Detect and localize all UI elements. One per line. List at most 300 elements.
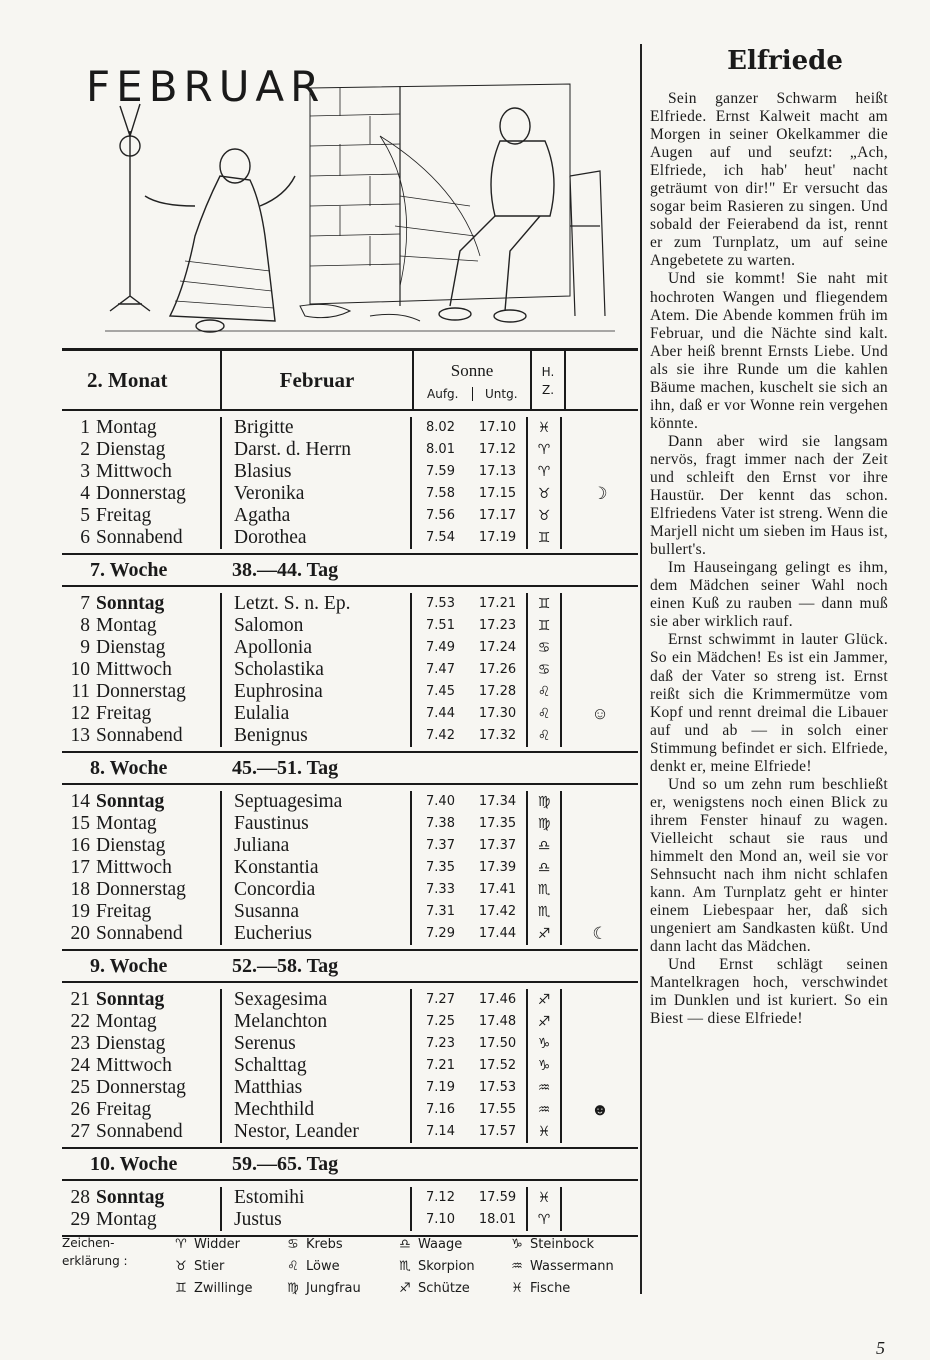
day-cell bbox=[62, 527, 220, 549]
name-day: Concordia bbox=[234, 879, 316, 900]
weekday: Dienstag bbox=[96, 439, 166, 460]
header-zodiac-z: Z. bbox=[541, 383, 555, 397]
sun-times bbox=[412, 857, 526, 879]
zodiac-icon: ♈ bbox=[537, 442, 551, 458]
weekday: Donnerstag bbox=[96, 681, 186, 702]
day-number: 25 bbox=[70, 1077, 90, 1098]
week-day-range: 59.—65. Tag bbox=[232, 1152, 339, 1175]
sunset-time: 17.55 bbox=[478, 1102, 517, 1117]
sunrise-time: 7.49 bbox=[426, 640, 455, 655]
sun-times bbox=[412, 923, 526, 945]
day-number: 17 bbox=[70, 857, 90, 878]
legend-item bbox=[168, 1259, 224, 1274]
weekday: Montag bbox=[96, 1209, 157, 1230]
sunrise-time: 7.44 bbox=[426, 706, 455, 721]
story-paragraph: Und sie kommt! Sie naht mit hochroten Wangen und fliegendem Atem. Die Abende kommen früh im Februar, und die Nächte sind kalt. Aber heiß brennt Ernsts Liebe. Und als sie ihre Runde um die kahlen Bäume machen, kuschelt sie sich an ihn, daß er vor Wonne rein vergehen könnte. bbox=[650, 270, 888, 432]
legend-item bbox=[504, 1281, 570, 1296]
legend-label: Schütze bbox=[418, 1281, 470, 1296]
moon-phase-icon bbox=[562, 835, 638, 857]
zodiac-icon: ♉ bbox=[175, 1259, 187, 1274]
zodiac-icon: ♎ bbox=[537, 860, 551, 876]
week-row bbox=[62, 1149, 638, 1181]
day-cell bbox=[62, 593, 220, 615]
zodiac-icon: ♐ bbox=[399, 1281, 411, 1296]
day-number: 8 bbox=[80, 615, 90, 636]
legend-title-line: Zeichen- bbox=[62, 1236, 115, 1250]
sun-column bbox=[412, 417, 528, 549]
day-column bbox=[62, 791, 222, 945]
zodiac-icon: ♓ bbox=[537, 1124, 551, 1140]
sunset-time: 17.21 bbox=[478, 596, 517, 611]
zodiac-icon: ♌ bbox=[537, 728, 551, 744]
sunset-time: 17.57 bbox=[478, 1124, 517, 1139]
sun-times bbox=[412, 461, 526, 483]
moon-column bbox=[562, 989, 638, 1143]
week-label: 8. Woche bbox=[90, 756, 168, 779]
day-number: 4 bbox=[80, 483, 90, 504]
legend-label: Wassermann bbox=[530, 1259, 614, 1274]
day-cell bbox=[62, 703, 220, 725]
sun-times bbox=[412, 1187, 526, 1209]
day-cell bbox=[62, 1099, 220, 1121]
zodiac-icon: ♎ bbox=[399, 1237, 411, 1252]
day-block bbox=[62, 785, 638, 951]
saint-column bbox=[222, 593, 412, 747]
zodiac-icon: ♎ bbox=[537, 838, 551, 854]
week-row bbox=[62, 753, 638, 785]
legend-item bbox=[392, 1259, 475, 1274]
sun-times bbox=[412, 835, 526, 857]
sunrise-time: 7.47 bbox=[426, 662, 455, 677]
day-cell bbox=[62, 923, 220, 945]
zodiac-icon: ♌ bbox=[537, 706, 551, 722]
week-label: 9. Woche bbox=[90, 954, 168, 977]
zodiac-icon: ♓ bbox=[537, 1190, 551, 1206]
day-block bbox=[62, 983, 638, 1149]
sunrise-time: 7.33 bbox=[426, 882, 455, 897]
sun-times bbox=[412, 615, 526, 637]
week-day-range: 45.—51. Tag bbox=[232, 756, 339, 779]
story-title: Elfriede bbox=[727, 46, 843, 76]
sunset-time: 17.37 bbox=[478, 838, 517, 853]
day-cell bbox=[62, 1033, 220, 1055]
week-row bbox=[62, 951, 638, 983]
moon-phase-icon bbox=[562, 879, 638, 901]
header-month-name: Februar bbox=[222, 351, 414, 409]
sunset-time: 17.10 bbox=[478, 420, 517, 435]
legend-title-line: erklärung : bbox=[62, 1254, 128, 1268]
week-day-range: 38.—44. Tag bbox=[232, 558, 339, 581]
day-number: 7 bbox=[80, 593, 90, 614]
zodiac-icon: ♌ bbox=[537, 684, 551, 700]
sun-times bbox=[412, 439, 526, 461]
sunrise-time: 7.56 bbox=[426, 508, 455, 523]
sunset-time: 17.48 bbox=[478, 1014, 517, 1029]
day-cell bbox=[62, 637, 220, 659]
story-paragraph: Sein ganzer Schwarm heißt Elfriede. Ernst Kalweit macht am Morgen in seiner Okelkammer die Augen auf und seufzt: „Ach, Elfriede, ich hab' heut' nacht geträumt von dir!" Er versucht das sogar beim Rasieren zu singen. Und sobald der Feierabend da ist, rennt er zum Turnplatz, um auf seine Angebetete zu warten. bbox=[650, 90, 888, 270]
saint-column bbox=[222, 1187, 412, 1231]
sunrise-time: 7.54 bbox=[426, 530, 455, 545]
moon-phase-icon bbox=[562, 659, 638, 681]
day-number: 5 bbox=[80, 505, 90, 526]
sunset-time: 17.39 bbox=[478, 860, 517, 875]
sunrise-time: 7.27 bbox=[426, 992, 455, 1007]
sunrise-time: 7.31 bbox=[426, 904, 455, 919]
sunset-time: 17.12 bbox=[478, 442, 517, 457]
weekday: Mittwoch bbox=[96, 1055, 172, 1076]
sunset-time: 17.53 bbox=[478, 1080, 517, 1095]
sunset-time: 17.42 bbox=[478, 904, 517, 919]
name-day: Blasius bbox=[234, 461, 292, 482]
legend-item bbox=[280, 1281, 361, 1296]
story-paragraph: Dann aber wird sie langsam nervös, fragt immer nach der Zeit und schleift den Ernst vor ihre Haustür. Der kennt das schon. Elfriedens Vater ist streng. Wenn die Marjell nicht um sieben im Haus ist, bullert's. bbox=[650, 432, 888, 559]
legend-item bbox=[280, 1237, 343, 1252]
day-cell bbox=[62, 725, 220, 747]
day-number: 29 bbox=[70, 1209, 90, 1230]
weekday: Sonnabend bbox=[96, 527, 183, 548]
day-number: 13 bbox=[70, 725, 90, 746]
sun-times bbox=[412, 791, 526, 813]
moon-phase-icon bbox=[562, 681, 638, 703]
day-number: 12 bbox=[70, 703, 90, 724]
sunrise-time: 7.35 bbox=[426, 860, 455, 875]
day-number: 11 bbox=[71, 681, 90, 702]
sun-times bbox=[412, 703, 526, 725]
legend-title bbox=[62, 1234, 152, 1270]
name-day: Apollonia bbox=[234, 637, 312, 658]
sun-column bbox=[412, 593, 528, 747]
day-cell bbox=[62, 1011, 220, 1033]
zodiac-icon: ♈ bbox=[537, 464, 551, 480]
zodiac-icon: ♒ bbox=[537, 1102, 551, 1118]
sunset-time: 17.24 bbox=[478, 640, 517, 655]
name-day: Faustinus bbox=[234, 813, 309, 834]
weekday: Montag bbox=[96, 417, 157, 438]
sunrise-time: 8.02 bbox=[426, 420, 455, 435]
moon-column bbox=[562, 791, 638, 945]
sunrise-time: 7.40 bbox=[426, 794, 455, 809]
legend-item bbox=[504, 1259, 614, 1274]
name-day: Eucherius bbox=[234, 923, 312, 944]
zodiac-icon: ♋ bbox=[287, 1237, 299, 1252]
weekday: Mittwoch bbox=[96, 659, 172, 680]
saint-column bbox=[222, 417, 412, 549]
moon-phase-icon bbox=[562, 439, 638, 461]
sunset-time: 17.28 bbox=[478, 684, 517, 699]
sunset-time: 17.52 bbox=[478, 1058, 517, 1073]
name-day: Konstantia bbox=[234, 857, 319, 878]
name-day: Melanchton bbox=[234, 1011, 328, 1032]
day-column bbox=[62, 1187, 222, 1231]
day-cell bbox=[62, 1187, 220, 1209]
day-cell bbox=[62, 461, 220, 483]
day-cell bbox=[62, 505, 220, 527]
name-day: Septuagesima bbox=[234, 791, 343, 812]
day-number: 24 bbox=[70, 1055, 90, 1076]
zodiac-icon: ♌ bbox=[287, 1259, 299, 1274]
sunrise-time: 7.42 bbox=[426, 728, 455, 743]
weekday: Donnerstag bbox=[96, 879, 186, 900]
name-day: Nestor, Leander bbox=[234, 1121, 359, 1142]
legend-item bbox=[168, 1281, 252, 1296]
sunset-time: 17.41 bbox=[478, 882, 517, 897]
sunrise-time: 7.14 bbox=[426, 1124, 455, 1139]
zodiac-icon: ♑ bbox=[511, 1237, 523, 1252]
zodiac-icon: ♈ bbox=[175, 1237, 187, 1252]
moon-phase-icon bbox=[562, 791, 638, 813]
name-day: Susanna bbox=[234, 901, 299, 922]
sunset-time: 17.35 bbox=[478, 816, 517, 831]
day-cell bbox=[62, 791, 220, 813]
day-number: 18 bbox=[70, 879, 90, 900]
sunset-time: 17.44 bbox=[478, 926, 517, 941]
sunrise-time: 7.51 bbox=[426, 618, 455, 633]
saint-column bbox=[222, 989, 412, 1143]
day-cell bbox=[62, 681, 220, 703]
month-title: FEBRUAR bbox=[86, 62, 326, 111]
day-number: 22 bbox=[70, 1011, 90, 1032]
moon-phase-icon bbox=[562, 637, 638, 659]
day-column bbox=[62, 417, 222, 549]
sunrise-time: 7.45 bbox=[426, 684, 455, 699]
sunset-time: 17.19 bbox=[478, 530, 517, 545]
sun-times bbox=[412, 1077, 526, 1099]
sunset-time: 17.50 bbox=[478, 1036, 517, 1051]
weekday: Sonntag bbox=[96, 1187, 165, 1208]
legend-label: Widder bbox=[194, 1237, 241, 1252]
week-day-range: 52.—58. Tag bbox=[232, 954, 339, 977]
zodiac-icon: ♑ bbox=[537, 1036, 551, 1052]
legend-label: Skorpion bbox=[418, 1259, 475, 1274]
name-day: Sexagesima bbox=[234, 989, 328, 1010]
weekday: Montag bbox=[96, 813, 157, 834]
sunrise-time: 7.58 bbox=[426, 486, 455, 501]
zodiac-icon: ♓ bbox=[537, 420, 551, 436]
day-cell bbox=[62, 879, 220, 901]
zodiac-column bbox=[528, 417, 562, 549]
zodiac-icon: ♐ bbox=[537, 992, 551, 1008]
sun-times bbox=[412, 901, 526, 923]
zodiac-icon: ♈ bbox=[537, 1212, 551, 1228]
legend-item bbox=[168, 1237, 240, 1252]
day-number: 28 bbox=[70, 1187, 90, 1208]
sun-times bbox=[412, 1011, 526, 1033]
weekday: Mittwoch bbox=[96, 461, 172, 482]
day-number: 20 bbox=[70, 923, 90, 944]
moon-phase-icon bbox=[562, 1011, 638, 1033]
name-day: Estomihi bbox=[234, 1187, 305, 1208]
sunset-time: 17.32 bbox=[478, 728, 517, 743]
legend-label: Jungfrau bbox=[306, 1281, 361, 1296]
legend-label: Löwe bbox=[306, 1259, 340, 1274]
moon-phase-icon bbox=[562, 725, 638, 747]
legend-item bbox=[392, 1237, 462, 1252]
weekday: Sonntag bbox=[96, 791, 165, 812]
legend-item bbox=[280, 1259, 340, 1274]
moon-phase-icon bbox=[562, 461, 638, 483]
sunrise-time: 7.19 bbox=[426, 1080, 455, 1095]
weekday: Mittwoch bbox=[96, 857, 172, 878]
sunset-time: 18.01 bbox=[478, 1212, 517, 1227]
moon-phase-icon: ☽ bbox=[592, 484, 608, 503]
sunrise-time: 7.53 bbox=[426, 596, 455, 611]
name-day: Darst. d. Herrn bbox=[234, 439, 351, 460]
name-day: Mechthild bbox=[234, 1099, 315, 1120]
sunset-time: 17.46 bbox=[478, 992, 517, 1007]
moon-phase-icon bbox=[562, 1209, 638, 1231]
day-cell bbox=[62, 813, 220, 835]
sun-times bbox=[412, 593, 526, 615]
moon-phase-icon bbox=[562, 1033, 638, 1055]
sun-times bbox=[412, 1099, 526, 1121]
zodiac-icon: ♉ bbox=[537, 486, 551, 502]
day-cell bbox=[62, 989, 220, 1011]
sunrise-time: 7.29 bbox=[426, 926, 455, 941]
legend-label: Waage bbox=[418, 1237, 463, 1252]
day-block bbox=[62, 1181, 638, 1237]
name-day: Serenus bbox=[234, 1033, 296, 1054]
spinning-scene-illustration bbox=[100, 76, 620, 346]
day-number: 14 bbox=[70, 791, 90, 812]
day-block bbox=[62, 411, 638, 555]
name-day: Scholastika bbox=[234, 659, 324, 680]
moon-phase-icon bbox=[562, 813, 638, 835]
story-paragraph: Und so um zehn rum beschließt er, wenigstens noch einen Blick zu ihrem Fenster hinauf zu wagen. Vielleicht schaut sie raus und himmelt den Mond an, weil sie vor Sehnsucht nach ihm nicht schlafen kann. Am Turnplatz geht er hinter einem Liebespaar her, daß sich ungeniert am Sandkasten küßt. Und dann lacht das Mädchen. bbox=[650, 775, 888, 956]
zodiac-icon: ♏ bbox=[399, 1259, 411, 1274]
sun-times bbox=[412, 483, 526, 505]
weekday: Sonnabend bbox=[96, 1121, 183, 1142]
weekday: Montag bbox=[96, 1011, 157, 1032]
weekday: Freitag bbox=[96, 703, 152, 724]
moon-phase-icon bbox=[562, 989, 638, 1011]
sun-column bbox=[412, 791, 528, 945]
sun-times bbox=[412, 1055, 526, 1077]
moon-phase-icon bbox=[562, 615, 638, 637]
zodiac-icon: ♊ bbox=[537, 530, 551, 546]
day-cell bbox=[62, 417, 220, 439]
sun-times bbox=[412, 879, 526, 901]
zodiac-icon: ♍ bbox=[537, 794, 551, 810]
name-day: Justus bbox=[234, 1209, 282, 1230]
day-cell bbox=[62, 1055, 220, 1077]
name-day: Benignus bbox=[234, 725, 308, 746]
header-sunrise: Aufg. bbox=[414, 387, 473, 401]
legend-item bbox=[504, 1237, 594, 1252]
sunrise-time: 7.23 bbox=[426, 1036, 455, 1051]
calendar-body bbox=[62, 411, 638, 1237]
moon-phase-icon bbox=[562, 1077, 638, 1099]
name-day: Juliana bbox=[234, 835, 290, 856]
moon-phase-icon bbox=[562, 1055, 638, 1077]
zodiac-icon: ♊ bbox=[537, 596, 551, 612]
day-number: 16 bbox=[70, 835, 90, 856]
calendar-table bbox=[62, 348, 638, 1237]
day-cell bbox=[62, 1077, 220, 1099]
sunrise-time: 7.12 bbox=[426, 1190, 455, 1205]
week-label: 7. Woche bbox=[90, 558, 168, 581]
name-day: Letzt. S. n. Ep. bbox=[234, 593, 351, 614]
sunrise-time: 7.10 bbox=[426, 1212, 455, 1227]
sunrise-time: 8.01 bbox=[426, 442, 455, 457]
zodiac-icon: ♓ bbox=[511, 1281, 523, 1296]
sunset-time: 17.30 bbox=[478, 706, 517, 721]
legend-label: Stier bbox=[194, 1259, 225, 1274]
sunrise-time: 7.59 bbox=[426, 464, 455, 479]
zodiac-icon: ♍ bbox=[537, 816, 551, 832]
day-number: 21 bbox=[70, 989, 90, 1010]
name-day: Veronika bbox=[234, 483, 305, 504]
zodiac-icon: ♑ bbox=[537, 1058, 551, 1074]
sun-times bbox=[412, 505, 526, 527]
zodiac-icon: ♋ bbox=[537, 640, 551, 656]
sunrise-time: 7.16 bbox=[426, 1102, 455, 1117]
header-sunset: Untg. bbox=[484, 387, 518, 401]
column-divider bbox=[640, 44, 642, 1294]
day-cell bbox=[62, 483, 220, 505]
sun-times bbox=[412, 813, 526, 835]
sun-times bbox=[412, 659, 526, 681]
zodiac-column bbox=[528, 593, 562, 747]
header-month-number: 2. Monat bbox=[62, 351, 222, 409]
zodiac-icon: ♊ bbox=[537, 618, 551, 634]
sun-times bbox=[412, 1121, 526, 1143]
name-day: Dorothea bbox=[234, 527, 307, 548]
table-header bbox=[62, 351, 638, 411]
weekday: Sonntag bbox=[96, 593, 165, 614]
legend-label: Krebs bbox=[306, 1237, 343, 1252]
day-number: 3 bbox=[80, 461, 90, 482]
moon-column bbox=[562, 1187, 638, 1231]
day-cell bbox=[62, 1209, 220, 1231]
sunset-time: 17.59 bbox=[478, 1190, 517, 1205]
name-day: Schalttag bbox=[234, 1055, 307, 1076]
moon-column bbox=[562, 417, 638, 549]
header-zodiac-h: H. bbox=[541, 365, 555, 379]
legend-label: Steinbock bbox=[530, 1237, 595, 1252]
moon-phase-icon bbox=[562, 901, 638, 923]
day-number: 6 bbox=[80, 527, 90, 548]
sun-times bbox=[412, 725, 526, 747]
sun-times bbox=[412, 527, 526, 549]
sun-times bbox=[412, 417, 526, 439]
weekday: Donnerstag bbox=[96, 1077, 186, 1098]
sunset-time: 17.17 bbox=[478, 508, 517, 523]
story-text bbox=[650, 90, 888, 1028]
zodiac-legend bbox=[62, 1234, 638, 1304]
day-number: 19 bbox=[70, 901, 90, 922]
sunrise-time: 7.21 bbox=[426, 1058, 455, 1073]
moon-phase-icon: ☾ bbox=[592, 924, 608, 943]
zodiac-column bbox=[528, 989, 562, 1143]
weekday: Montag bbox=[96, 615, 157, 636]
legend-item bbox=[392, 1281, 470, 1296]
day-cell bbox=[62, 857, 220, 879]
sunset-time: 17.23 bbox=[478, 618, 517, 633]
day-column bbox=[62, 593, 222, 747]
day-column bbox=[62, 989, 222, 1143]
sunrise-time: 7.25 bbox=[426, 1014, 455, 1029]
zodiac-icon: ♐ bbox=[537, 1014, 551, 1030]
sunset-time: 17.15 bbox=[478, 486, 517, 501]
sunset-time: 17.26 bbox=[478, 662, 517, 677]
header-sun-label: Sonne bbox=[450, 361, 494, 380]
page-number: 5 bbox=[876, 1338, 885, 1358]
day-number: 15 bbox=[70, 813, 90, 834]
name-day: Brigitte bbox=[234, 417, 294, 438]
week-label: 10. Woche bbox=[90, 1152, 178, 1175]
weekday: Sonnabend bbox=[96, 725, 183, 746]
sunrise-time: 7.37 bbox=[426, 838, 455, 853]
